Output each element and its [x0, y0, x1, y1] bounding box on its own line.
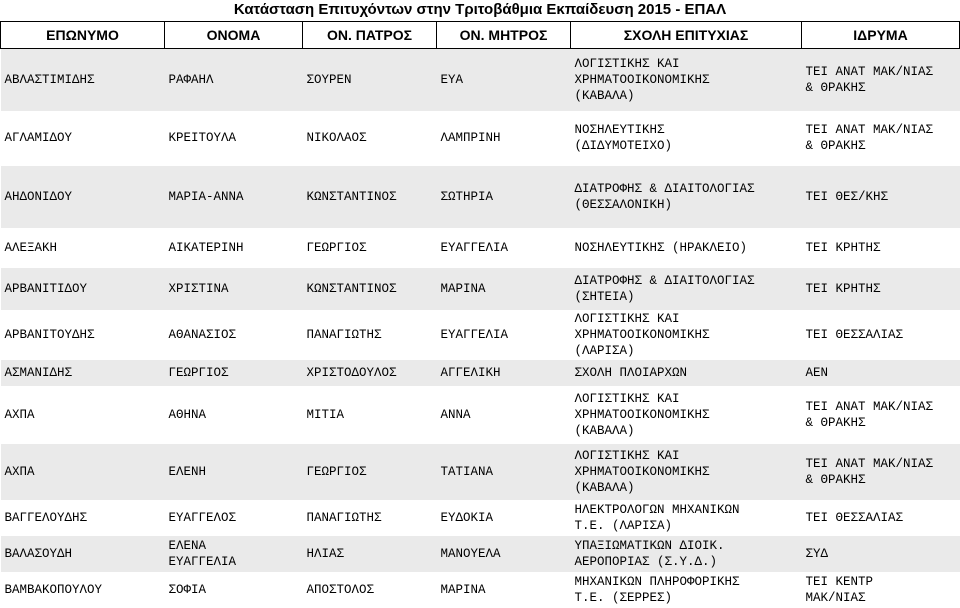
cell-name: ΣΟΦΙΑ — [168, 582, 207, 597]
cell-school: ΔΙΑΤΡΟΦΗΣ & ΔΙΑΙΤΟΛΟΓΙΑΣ (ΘΕΣΣΑΛΟΝΙΚΗ) — [571, 166, 802, 228]
cell-school: ΛΟΓΙΣΤΙΚΗΣ ΚΑΙ ΧΡΗΜΑΤΟΟΙΚΟΝΟΜΙΚΗΣ (ΚΑΒΑΛΑ) — [574, 391, 710, 438]
cell-school: ΥΠΑΞΙΩΜΑΤΙΚΩΝ ΔΙΟΙΚ. ΑΕΡΟΠΟΡΙΑΣ (Σ.Υ.Δ.) — [571, 536, 802, 572]
cell-institution: ΤΕΙ ΚΡΗΤΗΣ — [802, 268, 960, 310]
table-row — [1, 360, 960, 386]
cell-father-name: ΓΕΩΡΓΙΟΣ — [303, 444, 437, 500]
cell-name: ΡΑΦΑΗΛ — [165, 49, 303, 111]
cell-father-name: ΣΟΥΡΕΝ — [303, 49, 437, 111]
cell-mother-name: ΑΓΓΕΛΙΚΗ — [437, 360, 571, 386]
cell-mother-name: ΕΥΑΓΓΕΛΙΑ — [440, 240, 509, 255]
column-header-mother-name: ΟΝ. ΜΗΤΡΟΣ — [437, 22, 571, 49]
cell-institution: ΤΕΙ ΘΕΣΣΑΛΙΑΣ — [805, 327, 904, 342]
cell-name: ΓΕΩΡΓΙΟΣ — [165, 360, 303, 386]
cell-mother-name: ΕΥΔΟΚΙΑ — [440, 510, 494, 525]
cell-school: ΛΟΓΙΣΤΙΚΗΣ ΚΑΙ ΧΡΗΜΑΤΟΟΙΚΟΝΟΜΙΚΗΣ (ΚΑΒΑΛΑ) — [571, 49, 802, 111]
cell-school: ΝΟΣΗΛΕΥΤΙΚΗΣ (ΗΡΑΚΛΕΙΟ) — [574, 240, 748, 255]
cell-school: ΣΧΟΛΗ ΠΛΟΙΑΡΧΩΝ — [571, 360, 802, 386]
cell-institution: ΣΥΔ — [802, 536, 960, 572]
cell-surname: ΑΧΠΑ — [1, 444, 165, 500]
cell-father-name: ΚΩΝΣΤΑΝΤΙΝΟΣ — [303, 268, 437, 310]
cell-institution: ΤΕΙ ΘΕΣ/ΚΗΣ — [802, 166, 960, 228]
cell-father-name: ΗΛΙΑΣ — [303, 536, 437, 572]
table-row — [1, 49, 960, 111]
cell-institution: ΑΕΝ — [802, 360, 960, 386]
cell-mother-name: ΣΩΤΗΡΙΑ — [437, 166, 571, 228]
table-row — [1, 310, 960, 360]
cell-institution: ΤΕΙ ΑΝΑΤ ΜΑΚ/ΝΙΑΣ & ΘΡΑΚΗΣ — [802, 444, 960, 500]
results-table — [0, 21, 960, 608]
cell-mother-name: ΜΑΡΙΝΑ — [440, 582, 486, 597]
cell-mother-name: ΕΥΑΓΓΕΛΙΑ — [440, 327, 509, 342]
cell-father-name: ΚΩΝΣΤΑΝΤΙΝΟΣ — [303, 166, 437, 228]
cell-name: ΚΡΕΙΤΟΥΛΑ — [168, 131, 237, 145]
cell-school: ΜΗΧΑΝΙΚΩΝ ΠΛΗΡΟΦΟΡΙΚΗΣ Τ.Ε. (ΣΕΡΡΕΣ) — [574, 574, 740, 605]
cell-father-name: ΧΡΙΣΤΟΔΟΥΛΟΣ — [303, 360, 437, 386]
cell-mother-name: ΕΥΑ — [437, 49, 571, 111]
cell-father-name: ΝΙΚΟΛΑΟΣ — [306, 131, 367, 145]
cell-surname: ΑΧΠΑ — [4, 407, 35, 422]
table-row — [1, 444, 960, 500]
cell-name: ΕΥΑΓΓΕΛΟΣ — [168, 510, 237, 525]
cell-surname: ΑΒΛΑΣΤΙΜΙΔΗΣ — [1, 49, 165, 111]
table-header-row — [1, 22, 960, 49]
cell-institution: ΤΕΙ ΚΕΝΤΡ ΜΑΚ/ΝΙΑΣ — [805, 574, 874, 605]
table-row — [1, 166, 960, 228]
cell-institution: ΤΕΙ ΑΝΑΤ ΜΑΚ/ΝΙΑΣ & ΘΡΑΚΗΣ — [805, 399, 934, 430]
cell-surname: ΑΓΛΑΜΙΔΟΥ — [4, 131, 73, 145]
cell-father-name: ΠΑΝΑΓΙΩΤΗΣ — [306, 327, 382, 342]
table-row — [1, 111, 960, 166]
cell-name: ΕΛΕΝΑ ΕΥΑΓΓΕΛΙΑ — [165, 536, 303, 572]
cell-institution: ΤΕΙ ΘΕΣΣΑΛΙΑΣ — [805, 510, 904, 525]
cell-father-name: ΜΙΤΙΑ — [306, 407, 345, 422]
cell-name: ΑΘΗΝΑ — [168, 407, 207, 422]
table-row — [1, 500, 960, 536]
page-title: Κατάσταση Επιτυχόντων στην Τριτοβάθμια Εκπαίδευση 2015 - ΕΠΑΛ — [233, 1, 727, 18]
cell-surname: ΑΡΒΑΝΙΤΙΔΟΥ — [1, 268, 165, 310]
cell-surname: ΑΗΔΟΝΙΔΟΥ — [1, 166, 165, 228]
table-row — [1, 228, 960, 268]
cell-mother-name: ΜΑΝΟΥΕΛΑ — [437, 536, 571, 572]
table-row — [1, 572, 960, 608]
cell-name: ΜΑΡΙΑ-ΑΝΝΑ — [165, 166, 303, 228]
column-header-school: ΣΧΟΛΗ ΕΠΙΤΥΧΙΑΣ — [571, 22, 802, 49]
cell-institution: ΤΕΙ ΚΡΗΤΗΣ — [805, 240, 881, 255]
cell-institution: ΤΕΙ ΑΝΑΤ ΜΑΚ/ΝΙΑΣ & ΘΡΑΚΗΣ — [805, 123, 934, 153]
cell-surname: ΒΑΛΑΣΟΥΔΗ — [1, 536, 165, 572]
cell-surname: ΑΡΒΑΝΙΤΟΥΔΗΣ — [4, 327, 95, 342]
table-row — [1, 268, 960, 310]
cell-surname: ΒΑΜΒΑΚΟΠΟΥΛΟΥ — [4, 582, 103, 597]
cell-father-name: ΠΑΝΑΓΙΩΤΗΣ — [306, 510, 382, 525]
table-row — [1, 386, 960, 444]
column-header-institution: ΙΔΡΥΜΑ — [802, 22, 960, 49]
cell-mother-name: ΤΑΤΙΑΝΑ — [437, 444, 571, 500]
cell-mother-name: ΜΑΡΙΝΑ — [437, 268, 571, 310]
cell-school: ΗΛΕΚΤΡΟΛΟΓΩΝ ΜΗΧΑΝΙΚΩΝ Τ.Ε. (ΛΑΡΙΣΑ) — [574, 502, 740, 533]
table-row — [1, 536, 960, 572]
cell-school: ΛΟΓΙΣΤΙΚΗΣ ΚΑΙ ΧΡΗΜΑΤΟΟΙΚΟΝΟΜΙΚΗΣ (ΛΑΡΙΣΑ) — [574, 311, 710, 358]
cell-mother-name: ΛΑΜΠΡΙΝΗ — [440, 131, 501, 145]
cell-surname: ΑΣΜΑΝΙΔΗΣ — [1, 360, 165, 386]
cell-name: ΑΘΑΝΑΣΙΟΣ — [168, 327, 237, 342]
cell-mother-name: ΑΝΝΑ — [440, 407, 471, 422]
cell-name: ΕΛΕΝΗ — [165, 444, 303, 500]
cell-father-name: ΑΠΟΣΤΟΛΟΣ — [306, 582, 375, 597]
cell-name: ΧΡΙΣΤΙΝΑ — [165, 268, 303, 310]
column-header-surname: ΕΠΩΝΥΜΟ — [1, 22, 165, 49]
cell-school: ΛΟΓΙΣΤΙΚΗΣ ΚΑΙ ΧΡΗΜΑΤΟΟΙΚΟΝΟΜΙΚΗΣ (ΚΑΒΑΛΑ) — [571, 444, 802, 500]
column-header-name: ΟΝΟΜΑ — [165, 22, 303, 49]
cell-institution: ΤΕΙ ΑΝΑΤ ΜΑΚ/ΝΙΑΣ & ΘΡΑΚΗΣ — [802, 49, 960, 111]
cell-father-name: ΓΕΩΡΓΙΟΣ — [306, 240, 367, 255]
cell-name: ΑΙΚΑΤΕΡΙΝΗ — [168, 240, 244, 255]
column-header-father-name: ΟΝ. ΠΑΤΡΟΣ — [303, 22, 437, 49]
cell-surname: ΑΛΕΞΑΚΗ — [4, 240, 58, 255]
cell-school: ΔΙΑΤΡΟΦΗΣ & ΔΙΑΙΤΟΛΟΓΙΑΣ (ΣΗΤΕΙΑ) — [571, 268, 802, 310]
cell-surname: ΒΑΓΓΕΛΟΥΔΗΣ — [4, 510, 88, 525]
cell-school: ΝΟΣΗΛΕΥΤΙΚΗΣ (ΔΙΔΥΜΟΤΕΙΧΟ) — [574, 123, 673, 153]
